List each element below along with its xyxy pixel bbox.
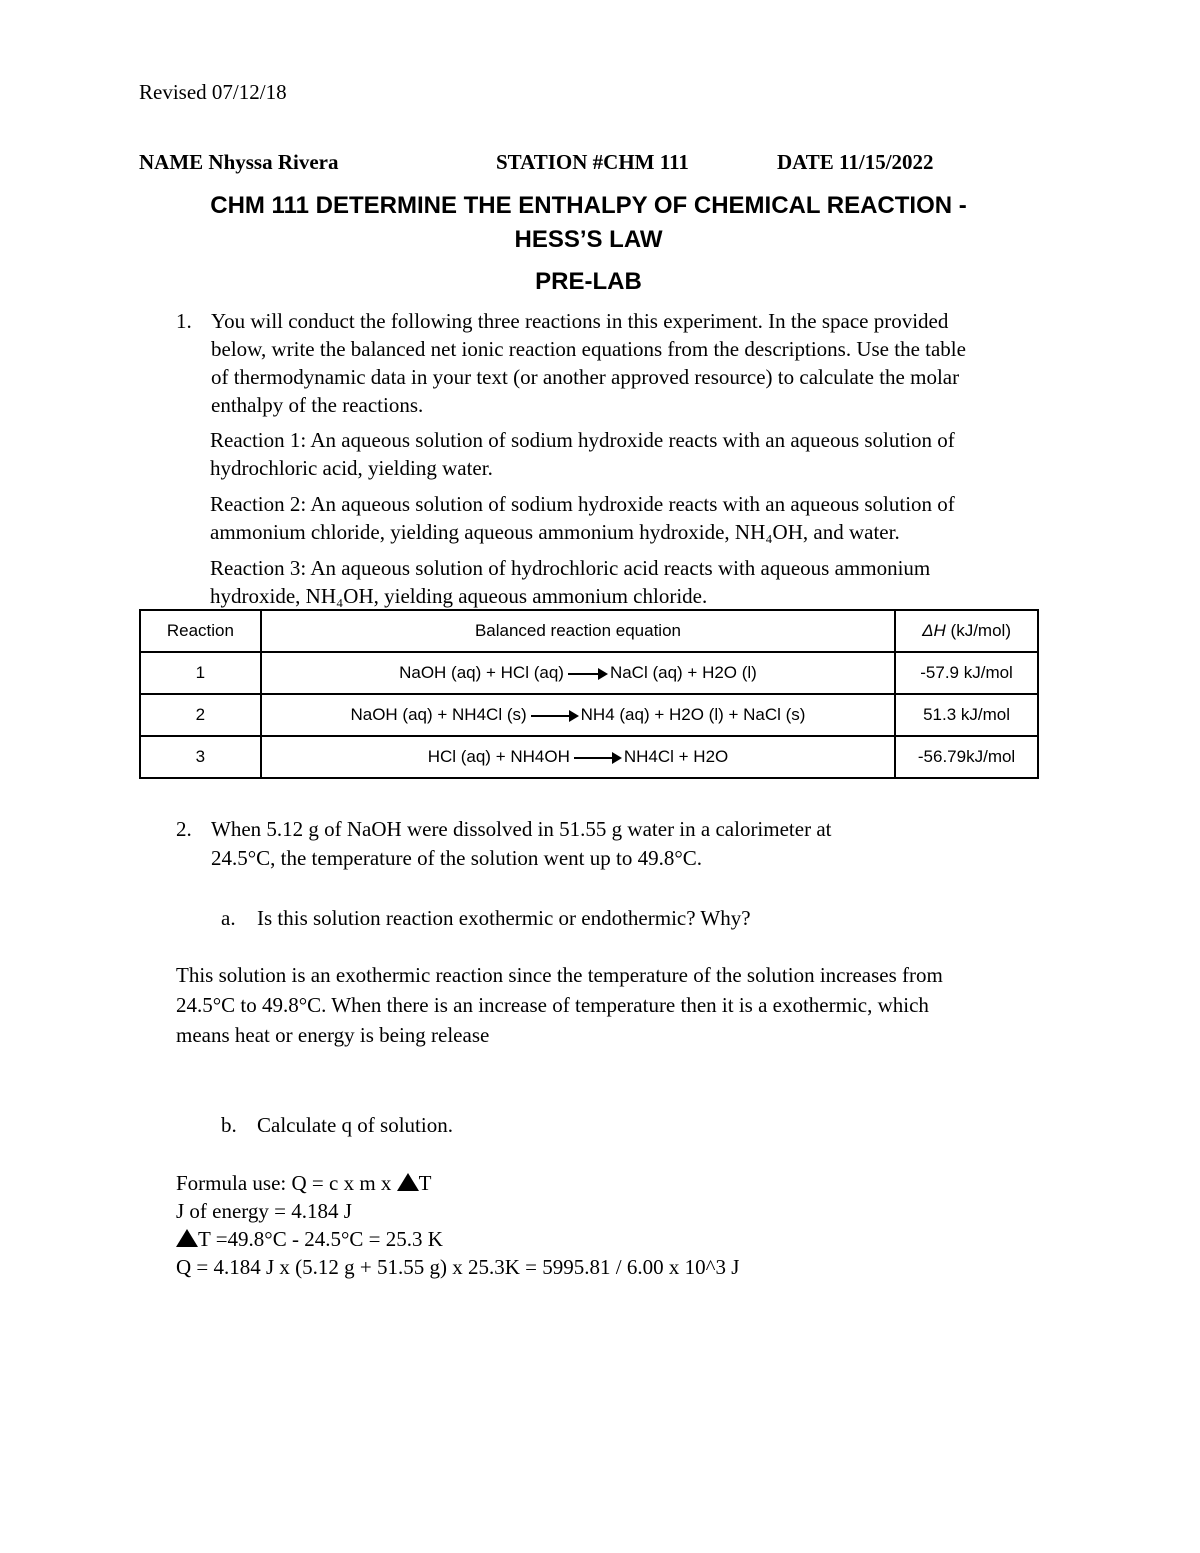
page-subtitle: PRE-LAB bbox=[535, 268, 642, 295]
part-a-label: a. bbox=[221, 906, 236, 930]
station-number: STATION #CHM 111 bbox=[496, 150, 689, 174]
header-enthalpy bbox=[895, 610, 1038, 652]
products: NaCl (aq) + H2O (l) bbox=[609, 663, 757, 682]
formula-line bbox=[176, 1169, 431, 1197]
header-reaction: Reaction bbox=[140, 610, 261, 652]
reactants: HCl (aq) + NH4OH bbox=[427, 747, 570, 766]
delta-t-text: T =49.8°C - 24.5°C = 25.3 K bbox=[198, 1227, 443, 1251]
formula-text: Formula use: Q = c x m x bbox=[176, 1171, 397, 1195]
part-a-question: Is this solution reaction exothermic or endothermic? Why? bbox=[257, 906, 751, 930]
formula-suffix: T bbox=[418, 1171, 432, 1195]
delta-h-unit: (kJ/mol) bbox=[945, 621, 1011, 640]
lab-date: DATE 11/15/2022 bbox=[777, 150, 934, 174]
reaction-enthalpy: -57.9 kJ/mol bbox=[895, 652, 1038, 694]
page-title: CHM 111 DETERMINE THE ENTHALPY OF CHEMICAL REACTION - bbox=[210, 192, 967, 219]
part-b-question: Calculate q of solution. bbox=[257, 1113, 453, 1137]
table-row bbox=[140, 694, 1038, 736]
energy-line: J of energy = 4.184 J bbox=[176, 1199, 352, 1223]
reactants: NaOH (aq) + NH4Cl (s) bbox=[350, 705, 527, 724]
answer-line: means heat or energy is being release bbox=[176, 1023, 490, 1047]
page-title-line2: HESS’S LAW bbox=[514, 226, 663, 253]
reaction-arrow-icon bbox=[574, 757, 620, 759]
question-1-line: below, write the balanced net ionic reaction equations from the descriptions. Use the table bbox=[211, 337, 966, 361]
question-1-number: 1. bbox=[176, 309, 192, 333]
reaction-number: 1 bbox=[140, 652, 261, 694]
reaction-equation bbox=[261, 694, 895, 736]
reaction-arrow-icon bbox=[531, 715, 577, 717]
reaction-number: 2 bbox=[140, 694, 261, 736]
question-2-line: 24.5°C, the temperature of the solution went up to 49.8°C. bbox=[211, 846, 702, 870]
delta-triangle-icon bbox=[176, 1229, 198, 1247]
table-row bbox=[140, 736, 1038, 778]
reaction-enthalpy: 51.3 kJ/mol bbox=[895, 694, 1038, 736]
reaction-equation bbox=[261, 736, 895, 778]
reaction-3-description-line2: hydroxide, NH₄OH, yielding aqueous ammonium chloride. bbox=[210, 584, 708, 608]
table-row bbox=[140, 652, 1038, 694]
revised-date: Revised 07/12/18 bbox=[139, 80, 287, 104]
reaction-equation bbox=[261, 652, 895, 694]
reaction-arrow-icon bbox=[568, 673, 606, 675]
header-equation: Balanced reaction equation bbox=[261, 610, 895, 652]
delta-t-line bbox=[176, 1225, 443, 1253]
question-1-line: You will conduct the following three reactions in this experiment. In the space provided bbox=[211, 309, 949, 333]
products: NH4Cl + H2O bbox=[623, 747, 729, 766]
question-1-line: of thermodynamic data in your text (or another approved resource) to calculate the molar bbox=[211, 365, 960, 389]
question-2-number: 2. bbox=[176, 817, 192, 841]
reaction-table bbox=[139, 609, 1039, 779]
answer-line: 24.5°C to 49.8°C. When there is an increase of temperature then it is a exothermic, which bbox=[176, 993, 929, 1017]
reaction-enthalpy: -56.79kJ/mol bbox=[895, 736, 1038, 778]
reaction-1-description-line2: hydrochloric acid, yielding water. bbox=[210, 456, 493, 480]
question-1-line: enthalpy of the reactions. bbox=[211, 393, 424, 417]
reaction-1-description: Reaction 1: An aqueous solution of sodium hydroxide reacts with an aqueous solution of bbox=[210, 428, 955, 452]
delta-triangle-icon bbox=[397, 1173, 419, 1191]
reaction-number: 3 bbox=[140, 736, 261, 778]
reactants: NaOH (aq) + HCl (aq) bbox=[399, 663, 564, 682]
delta-h-symbol: ΔH bbox=[922, 621, 946, 640]
reaction-2-description-line2: ammonium chloride, yielding aqueous ammonium hydroxide, NH₄OH, and water. bbox=[210, 520, 900, 544]
student-name: NAME Nhyssa Rivera bbox=[139, 150, 339, 174]
answer-line: This solution is an exothermic reaction since the temperature of the solution increases from bbox=[176, 963, 943, 987]
question-2-line: When 5.12 g of NaOH were dissolved in 51.55 g water in a calorimeter at bbox=[211, 817, 832, 841]
reaction-2-description: Reaction 2: An aqueous solution of sodium hydroxide reacts with an aqueous solution of bbox=[210, 492, 955, 516]
reaction-3-description: Reaction 3: An aqueous solution of hydrochloric acid reacts with aqueous ammonium bbox=[210, 556, 931, 580]
products: NH4 (aq) + H2O (l) + NaCl (s) bbox=[580, 705, 806, 724]
table-header-row bbox=[140, 610, 1038, 652]
part-b-label: b. bbox=[221, 1113, 237, 1137]
q-calculation-line: Q = 4.184 J x (5.12 g + 51.55 g) x 25.3K = 5995.81 / 6.00 x 10^3 J bbox=[176, 1255, 740, 1279]
